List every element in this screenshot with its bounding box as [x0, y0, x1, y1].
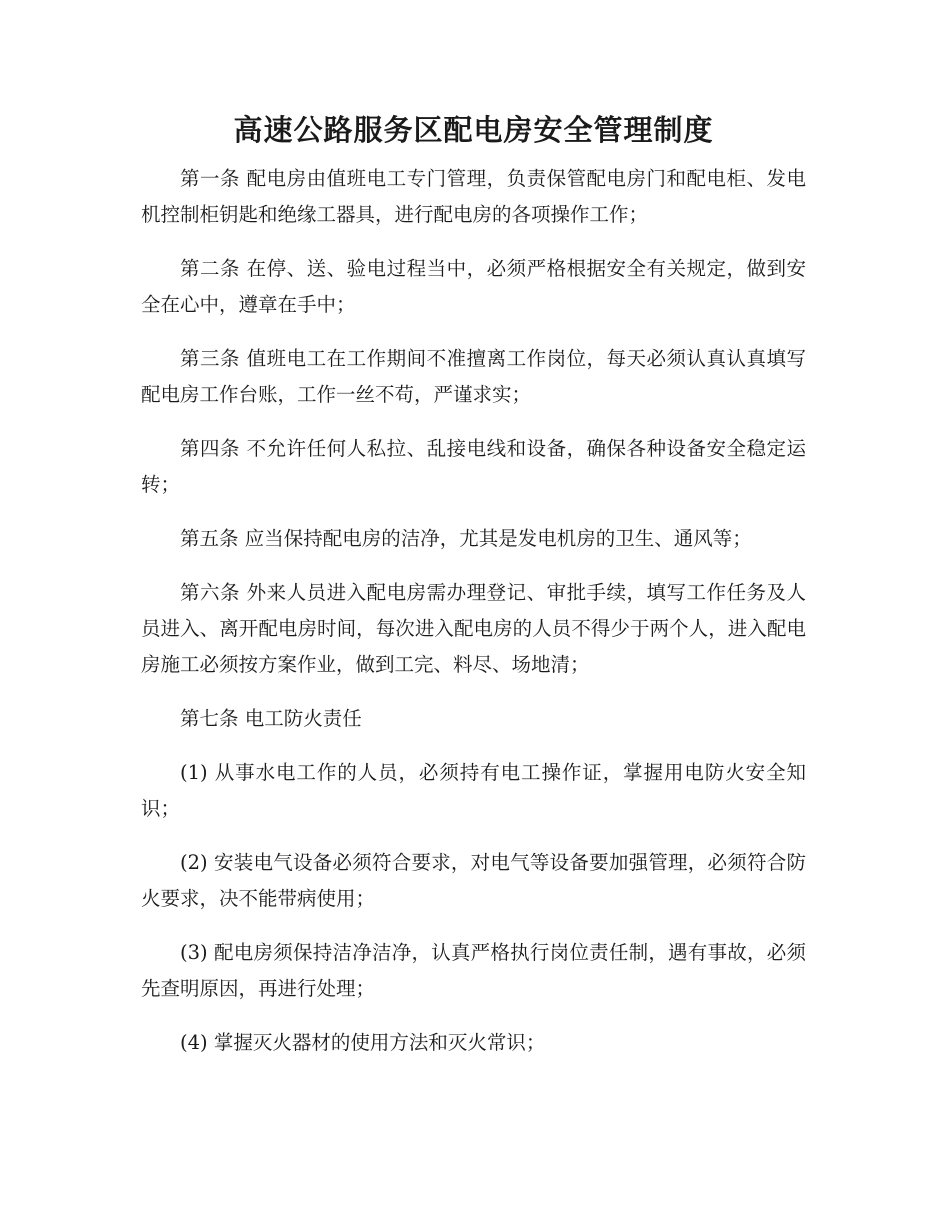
- article-1: 第一条 配电房由值班电工专门管理，负责保管配电房门和配电柜、发电机控制柜钥匙和绝缘工器具，进行配电房的各项操作工作；: [141, 167, 806, 226]
- document-title: 高速公路服务区配电房安全管理制度: [233, 113, 714, 147]
- article-2: 第二条 在停、送、验电过程当中，必须严格根据安全有关规定，做到安全在心中，遵章在手中；: [141, 257, 806, 316]
- article-6: 第六条 外来人员进入配电房需办理登记、审批手续，填写工作任务及人员进入、离开配电房时间，每次进入配电房的人员不得少于两个人，进入配电房施工必须按方案作业，做到工完、料尽、场地清；: [141, 581, 806, 676]
- article-5: 第五条 应当保持配电房的洁净，尤其是发电机房的卫生、通风等；: [180, 527, 752, 550]
- article-4: 第四条 不允许任何人私拉、乱接电线和设备，确保各种设备安全稳定运转；: [141, 437, 806, 496]
- fire-duty-item-1: (1) 从事水电工作的人员，必须持有电工操作证，掌握用电防火安全知识；: [141, 761, 806, 820]
- article-3: 第三条 值班电工在工作期间不准擅离工作岗位，每天必须认真认真填写配电房工作台账，工作一丝不苟，严谨求实；: [141, 347, 806, 406]
- article-7-heading: 第七条 电工防火责任: [180, 707, 362, 730]
- document-page: [141, 108, 806, 1079]
- fire-duty-item-2: (2) 安装电气设备必须符合要求，对电气等设备要加强管理，必须符合防火要求，决不能带病使用；: [141, 851, 806, 910]
- fire-duty-item-4: (4) 掌握灭火器材的使用方法和灭火常识；: [180, 1031, 546, 1054]
- fire-duty-item-3: (3) 配电房须保持洁净洁净，认真严格执行岗位责任制，遇有事故，必须先查明原因，再进行处理；: [141, 941, 806, 1000]
